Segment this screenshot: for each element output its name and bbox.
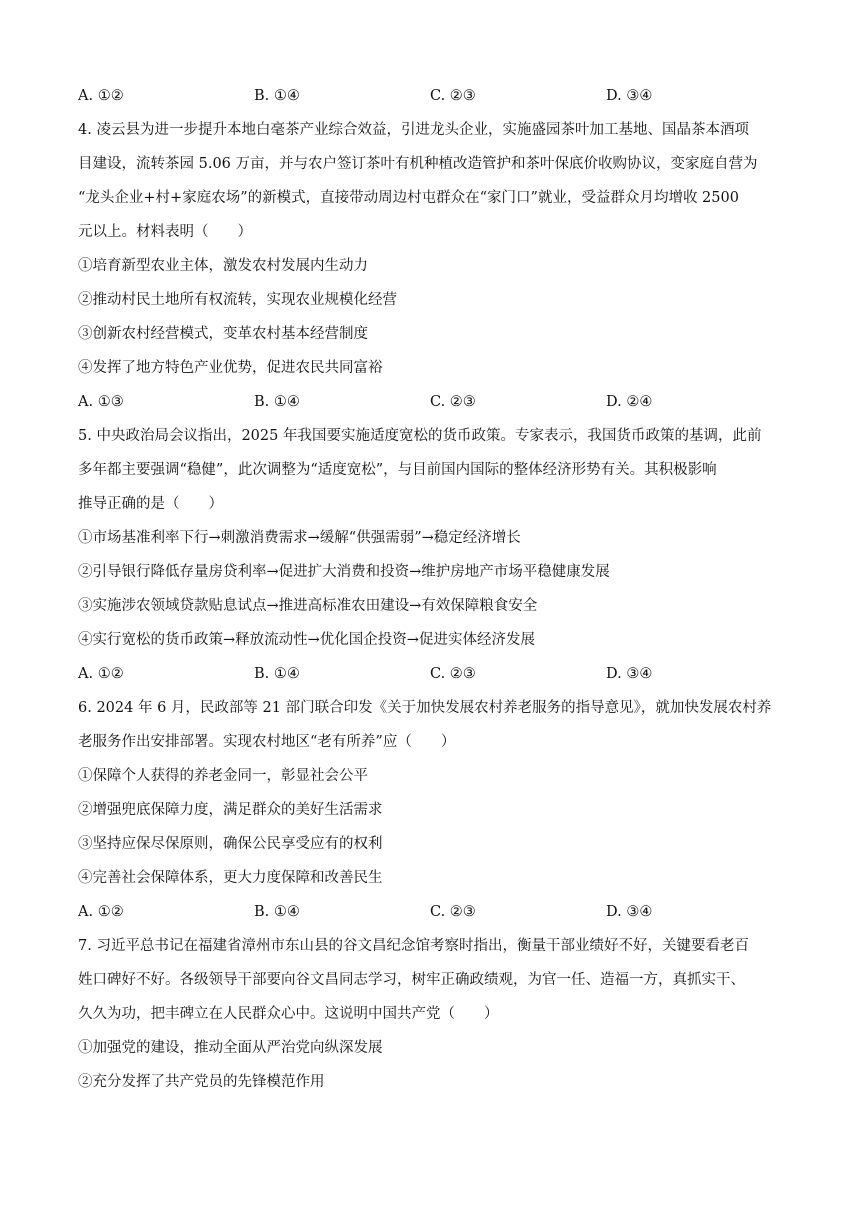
q5-item-4: ④实行宽松的货币政策→释放流动性→优化国企投资→促进实体经济发展 [78,632,535,648]
q6-option-b: B. ①④ [254,904,300,920]
q5-option-b: B. ①④ [254,666,300,682]
q4-option-d: D. ②④ [606,394,653,410]
q7-stem-line: 7. 习近平总书记在福建省漳州市东山县的谷文昌纪念馆考察时指出，衡量干部业绩好不好，关键要看老百 [78,938,749,954]
q6-option-d: D. ③④ [606,904,653,920]
q4-stem-line: 目建设，流转茶园 5.06 万亩，并与农户签订茶叶有机种植改造管护和茶叶保底价收购协议，变家庭自营为 [78,156,758,172]
q5-option-d: D. ③④ [606,666,653,682]
q7-stem-line: 久久为功，把丰碑立在人民群众心中。这说明中国共产党（ ） [78,1006,499,1022]
q6-stem-line: 老服务作出安排部署。实现农村地区“老有所养”应（ ） [78,734,456,750]
q6-item-1: ①保障个人获得的养老金同一，彰显社会公平 [78,768,368,784]
q4-stem-line: 元以上。材料表明（ ） [78,224,252,240]
q3-option-c: C. ②③ [430,88,476,104]
q6-option-a: A. ①② [78,904,124,920]
q5-stem-line: 5. 中央政治局会议指出，2025 年我国要实施适度宽松的货币政策。专家表示，我国货币政策的基调，此前 [78,428,762,444]
q4-option-a: A. ①③ [78,394,124,410]
q3-option-a: A. ①② [78,88,124,104]
q4-item-1: ①培育新型农业主体，激发农村发展内生动力 [78,258,368,274]
q7-item-2: ②充分发挥了共产党员的先锋模范作用 [78,1074,325,1090]
q3-option-d: D. ③④ [606,88,653,104]
q7-item-1: ①加强党的建设，推动全面从严治党向纵深发展 [78,1040,383,1056]
q4-item-3: ③创新农村经营模式，变革农村基本经营制度 [78,326,368,342]
q5-option-a: A. ①② [78,666,124,682]
q4-item-2: ②推动村民土地所有权流转，实现农业规模化经营 [78,292,397,308]
q5-stem-line: 推导正确的是（ ） [78,496,223,512]
q4-stem-line: “龙头企业+村+家庭农场”的新模式，直接带动周边村屯群众在“家门口”就业，受益群众月均增收 2500 [78,190,739,206]
q4-option-c: C. ②③ [430,394,476,410]
q5-option-c: C. ②③ [430,666,476,682]
q4-item-4: ④发挥了地方特色产业优势，促进农民共同富裕 [78,360,383,376]
q7-stem-line: 姓口碑好不好。各级领导干部要向谷文昌同志学习，树牢正确政绩观，为官一任、造福一方，真抓实干、 [78,972,745,988]
q6-item-2: ②增强兜底保障力度，满足群众的美好生活需求 [78,802,383,818]
q4-stem-line: 4. 凌云县为进一步提升本地白毫茶产业综合效益，引进龙头企业，实施盛园茶叶加工基地、国晶茶本酒项 [78,122,749,138]
q5-item-3: ③实施涉农领域贷款贴息试点→推进高标准农田建设→有效保障粮食安全 [78,598,538,614]
q6-option-c: C. ②③ [430,904,476,920]
q5-item-1: ①市场基准利率下行→刺激消费需求→缓解“供强需弱”→稳定经济增长 [78,530,521,546]
q4-option-b: B. ①④ [254,394,300,410]
q6-item-4: ④完善社会保障体系，更大力度保障和改善民生 [78,870,383,886]
q5-stem-line: 多年都主要强调“稳健”，此次调整为“适度宽松”，与目前国内国际的整体经济形势有关。其积极影响 [78,462,717,478]
q6-stem-line: 6. 2024 年 6 月，民政部等 21 部门联合印发《关于加快发展农村养老服务的指导意见》，就加快发展农村养 [78,700,772,716]
q5-item-2: ②引导银行降低存量房贷利率→促进扩大消费和投资→维护房地产市场平稳健康发展 [78,564,610,580]
q6-item-3: ③坚持应保尽保原则，确保公民享受应有的权利 [78,836,383,852]
q3-option-b: B. ①④ [254,88,300,104]
